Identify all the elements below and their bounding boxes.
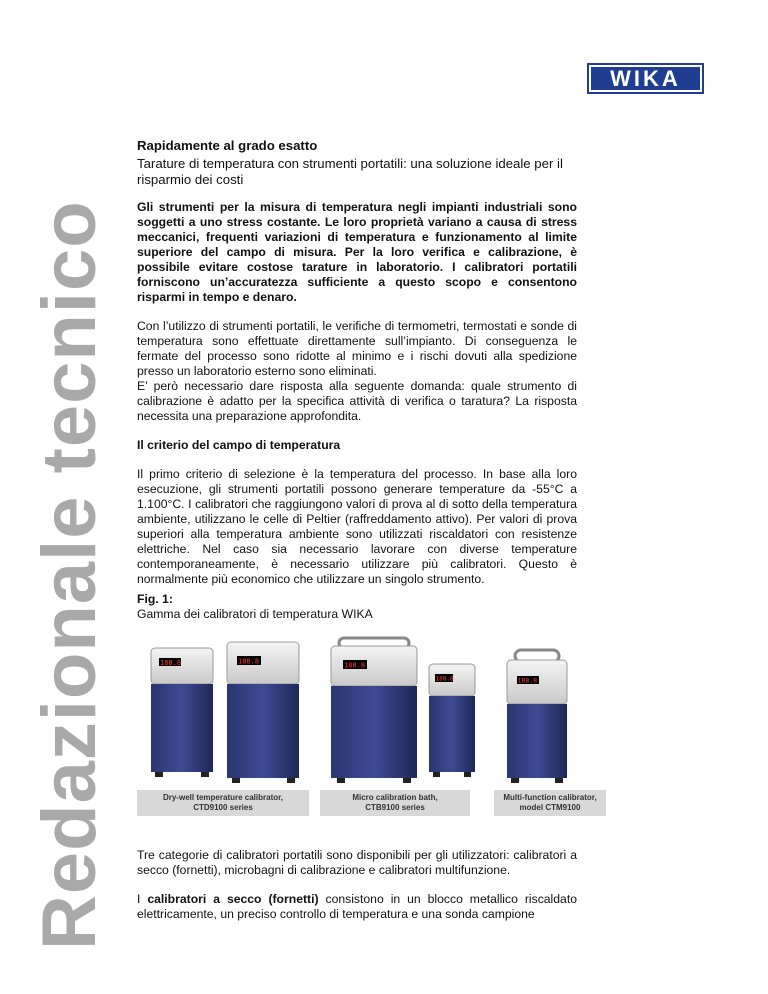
section-heading: Il criterio del campo di temperatura	[137, 438, 341, 452]
calibrator-unit-3	[331, 638, 417, 783]
article-subtitle: Tarature di temperatura con strumenti portatili: una soluzione ideale per il risparmio dei costi	[137, 156, 563, 187]
figure-caption	[137, 592, 373, 622]
calibrator-unit-5	[507, 650, 567, 783]
calibrator-unit-1	[151, 648, 213, 777]
display-3: 188.8	[344, 661, 366, 670]
wika-logo	[587, 63, 704, 94]
paragraph-2: E’ però necessario dare risposta alla seguente domanda: quale strumento di calibrazione è adatto per la specifica attività di verifica o taratura? La risposta necessita una preparazione approfondita.	[137, 379, 577, 423]
wika-logo-text: WIKA	[591, 67, 700, 90]
paragraph-3: Il primo criterio di selezione è la temperatura del processo. In base alla loro esecuzione, gli strumenti portatili possono generare temperature da -55°C a 1.100°C. I calibratori che raggiungono valori di prova al di sotto della temperatura ambiente, utilizzano le celle di Peltier (raffreddamento attivo). Per valori di prova superiori alla temperatura ambiente sono utilizzati riscaldatori con resistenze elettriche. Nel caso sia necessario lavorare con diverse temperature contemporaneamente, è necessario utilizzare più calibratori. Questo è normalmente più economico che utilizzare un singolo strumento.	[137, 467, 577, 586]
display-4: 188.8	[435, 675, 454, 683]
paragraph-4: Tre categorie di calibratori portatili sono disponibili per gli utilizzatori: calibratori a secco (fornetti), microbagni di calibrazione e calibratori multifunzione.	[137, 848, 577, 877]
display-2: 188.8	[238, 657, 260, 666]
figure-label: Fig. 1:	[137, 592, 173, 606]
caption-micro-bath: Micro calibration bath, CTB9100 series	[320, 790, 470, 816]
display-5: 188.8	[517, 676, 538, 685]
article-continuation	[137, 848, 577, 922]
lead-paragraph: Gli strumenti per la misura di temperatura negli impianti industriali sono soggetti a uno stress costante. Le loro proprietà variano a causa di stress meccanici, frequenti variazioni di temperatura e funzionamento al limite superiore del campo di misura. Per la loro verifica e calibrazione, è possibile evitare costose tarature in laboratorio. I calibratori portatili forniscono un’accuratezza sufficiente a questo scopo e consentono risparmi in tempo e denaro.	[137, 200, 577, 304]
calibrator-unit-4	[429, 664, 475, 777]
paragraph-5-bold: calibratori a secco (fornetti)	[147, 892, 319, 906]
caption-multi-function: Multi-function calibrator, model CTM9100	[494, 790, 606, 816]
article-title: Rapidamente al grado esatto	[137, 138, 318, 153]
figure-title: Gamma dei calibratori di temperatura WIKA	[137, 607, 373, 621]
calibrator-unit-2	[227, 642, 299, 783]
display-1: 188.8	[160, 659, 182, 667]
paragraph-1: Con l’utilizzo di strumenti portatili, le verifiche di termometri, termostati e sonde di temperatura sono effettuate direttamente sull’impianto. Di conseguenza le fermate del processo sono ridotte al minimo e i rischi dovuti alla spedizione presso un laboratorio esterno sono eliminati.	[137, 319, 577, 378]
calibrators-photo	[137, 634, 577, 804]
article-body	[137, 138, 577, 587]
side-title: Redazionale tecnico	[27, 200, 112, 950]
caption-dry-well: Dry-well temperature calibrator, CTD9100 series	[137, 790, 309, 816]
paragraph-5: I calibratori a secco (fornetti) consistono in un blocco metallico riscaldato elettricamente, un preciso controllo di temperatura e una sonda campione	[137, 892, 577, 921]
